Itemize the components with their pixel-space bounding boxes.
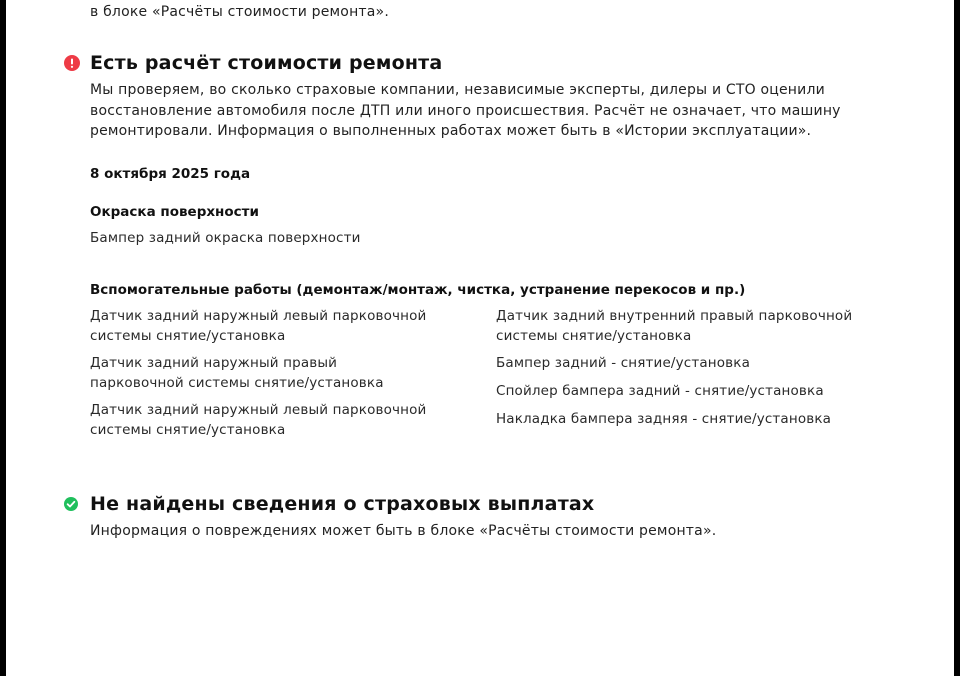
group-title-painting: Окраска поверхности (90, 204, 259, 220)
estimate-date: 8 октября 2025 года (90, 166, 251, 182)
work-item: Бампер задний - снятие/установка (496, 355, 751, 371)
work-item: Накладка бампера задняя - снятие/установка (496, 411, 832, 427)
insurance-payments-description: Информация о повреждениях может быть в блоке «Расчёты стоимости ремонта». (90, 523, 717, 539)
check-icon (64, 497, 78, 511)
repair-estimate-title: Есть расчёт стоимости ремонта (90, 52, 443, 74)
repair-estimate-section (64, 52, 850, 142)
exclamation-icon (64, 55, 80, 71)
work-item: Датчик задний наружный правый парковочной системы снятие/установка (90, 355, 384, 391)
insurance-payments-header (64, 493, 850, 515)
work-item: Спойлер бампера задний - снятие/установка (496, 383, 824, 399)
repair-estimate-description: Мы проверяем, во сколько страховые компании, независимые эксперты, дилеры и СТО оценили восстановление автомобиля после ДТП или иного происшествия. Расчёт не означает, что машину ремонтировали. Информация о выполненных работах может быть в «Истории эксплуатации». (90, 82, 841, 139)
work-item: Датчик задний наружный левый парковочной системы снятие/установка (90, 402, 427, 438)
work-item: Датчик задний внутренний правый парковочной системы снятие/установка (496, 308, 853, 344)
insurance-payments-title: Не найдены сведения о страховых выплатах (90, 493, 595, 515)
insurance-payments-section (64, 493, 850, 542)
group-title-auxiliary: Вспомогательные работы (демонтаж/монтаж, чистка, устранение перекосов и пр.) (90, 282, 746, 298)
work-item: Бампер задний окраска поверхности (90, 230, 361, 246)
repair-estimate-header (64, 52, 850, 74)
work-item: Датчик задний наружный левый парковочной системы снятие/установка (90, 308, 427, 344)
previous-section-text: в блоке «Расчёты стоимости ремонта». (90, 4, 389, 20)
report-page (6, 0, 954, 676)
